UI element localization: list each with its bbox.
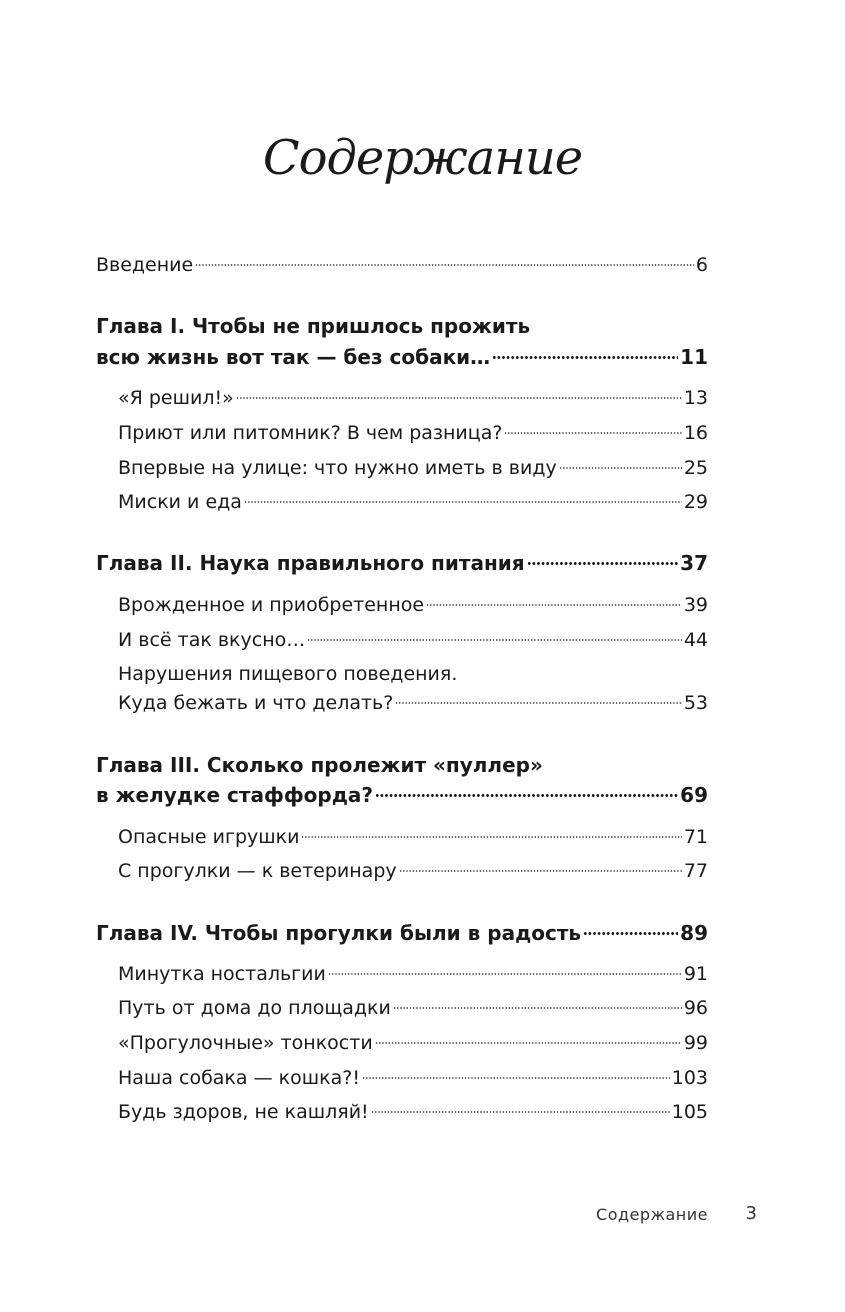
dot-leader (195, 264, 694, 266)
toc-entry-section[interactable] (118, 1029, 708, 1057)
toc-entry-section[interactable] (118, 626, 708, 654)
dot-leader (328, 973, 682, 975)
toc-entry-section[interactable] (118, 994, 708, 1022)
toc-entry-section[interactable] (118, 857, 708, 885)
dot-leader (393, 1007, 682, 1009)
toc-entry-title: Введение (96, 254, 194, 276)
dot-leader (375, 1042, 682, 1044)
toc-entry-title: С прогулки — к ветеринару (118, 860, 397, 882)
section-title-line: Нарушения пищевого поведения. (118, 663, 458, 685)
toc-entry-page: 89 (680, 921, 708, 945)
toc-entry-title: в желудке стаффорда? (96, 783, 373, 807)
toc-entry-page: 16 (683, 422, 708, 444)
chapter-title-line: Глава I. Чтобы не пришлось прожить (96, 314, 531, 338)
toc-entry-page: 25 (683, 457, 708, 479)
toc-entry-title: Миски и еда (118, 491, 242, 513)
toc-entry-page: 77 (683, 860, 708, 882)
dot-leader (399, 870, 682, 872)
toc-entry-section[interactable] (118, 1098, 708, 1126)
toc-entry-section[interactable] (118, 1064, 708, 1092)
toc-entry-section[interactable] (118, 960, 708, 988)
toc-entry-section[interactable] (118, 419, 708, 447)
toc-entry-intro[interactable] (96, 251, 708, 279)
dot-leader (307, 639, 682, 641)
toc-entry-title: «Прогулочные» тонкости (118, 1032, 373, 1054)
toc-entry-page: 29 (683, 491, 708, 513)
toc-entry-title: И всё так вкусно… (118, 629, 306, 651)
dot-leader (301, 836, 681, 838)
toc-entry-page: 39 (683, 594, 708, 616)
toc-entry-title: Глава II. Наука правильного питания (96, 551, 525, 575)
toc-entry-page: 99 (683, 1032, 708, 1054)
toc-entry-chapter-2[interactable] (96, 549, 708, 577)
chapter-title-line: Глава III. Сколько пролежит «пуллер» (96, 753, 543, 777)
dot-leader (559, 467, 682, 469)
toc-entry-chapter-3[interactable] (96, 781, 708, 809)
toc-entry-title: Опасные игрушки (118, 826, 300, 848)
toc-entry-title: Будь здоров, не кашляй! (118, 1101, 369, 1123)
toc-entry-page: 105 (671, 1101, 708, 1123)
toc-entry-page: 11 (680, 345, 708, 369)
toc-entry-page: 13 (683, 387, 708, 409)
dot-leader (583, 932, 678, 935)
dot-leader (236, 397, 682, 399)
dot-leader (426, 604, 682, 606)
toc-entry-title: Минутка ностальгии (118, 963, 326, 985)
toc-entry-title: Глава IV. Чтобы прогулки были в радость (96, 921, 582, 945)
toc-entry-title: Врожденное и приобретенное (118, 594, 425, 616)
toc-entry-page: 71 (683, 826, 708, 848)
toc-entry-section[interactable] (118, 689, 708, 717)
toc-entry-title: Куда бежать и что делать? (118, 692, 394, 714)
toc-entry-section[interactable] (118, 454, 708, 482)
toc-entry-page: 91 (683, 963, 708, 985)
toc-entry-title: Приют или питомник? В чем разница? (118, 422, 503, 444)
toc-entry-page: 103 (671, 1067, 708, 1089)
toc-entry-chapter-1[interactable] (96, 343, 708, 371)
dot-leader (527, 562, 679, 565)
toc-entry-section[interactable] (118, 591, 708, 619)
page-title: Содержание (262, 130, 583, 186)
dot-leader (492, 356, 678, 359)
toc-entry-page: 6 (695, 254, 708, 276)
toc-entry-section[interactable] (118, 823, 708, 851)
dot-leader (371, 1111, 670, 1113)
dot-leader (244, 501, 682, 503)
running-footer-title: Содержание (596, 1205, 708, 1224)
toc-entry-title: всю жизнь вот так — без собаки… (96, 345, 491, 369)
toc-entry-page: 44 (683, 629, 708, 651)
toc-entry-page: 96 (683, 997, 708, 1019)
toc-entry-page: 53 (683, 692, 708, 714)
page-number: 3 (745, 1203, 757, 1224)
toc-entry-title: Впервые на улице: что нужно иметь в виду (118, 457, 557, 479)
dot-leader (375, 794, 678, 797)
dot-leader (504, 432, 681, 434)
dot-leader (395, 702, 681, 704)
toc-entry-title: «Я решил!» (118, 387, 234, 409)
toc-entry-page: 69 (680, 783, 708, 807)
toc-entry-page: 37 (680, 551, 708, 575)
toc-entry-section[interactable] (118, 384, 708, 412)
toc-entry-section[interactable] (118, 488, 708, 516)
toc-entry-chapter-4[interactable] (96, 919, 708, 947)
dot-leader (362, 1077, 670, 1079)
toc-entry-title: Наша собака — кошка?! (118, 1067, 360, 1089)
toc-entry-title: Путь от дома до площадки (118, 997, 391, 1019)
